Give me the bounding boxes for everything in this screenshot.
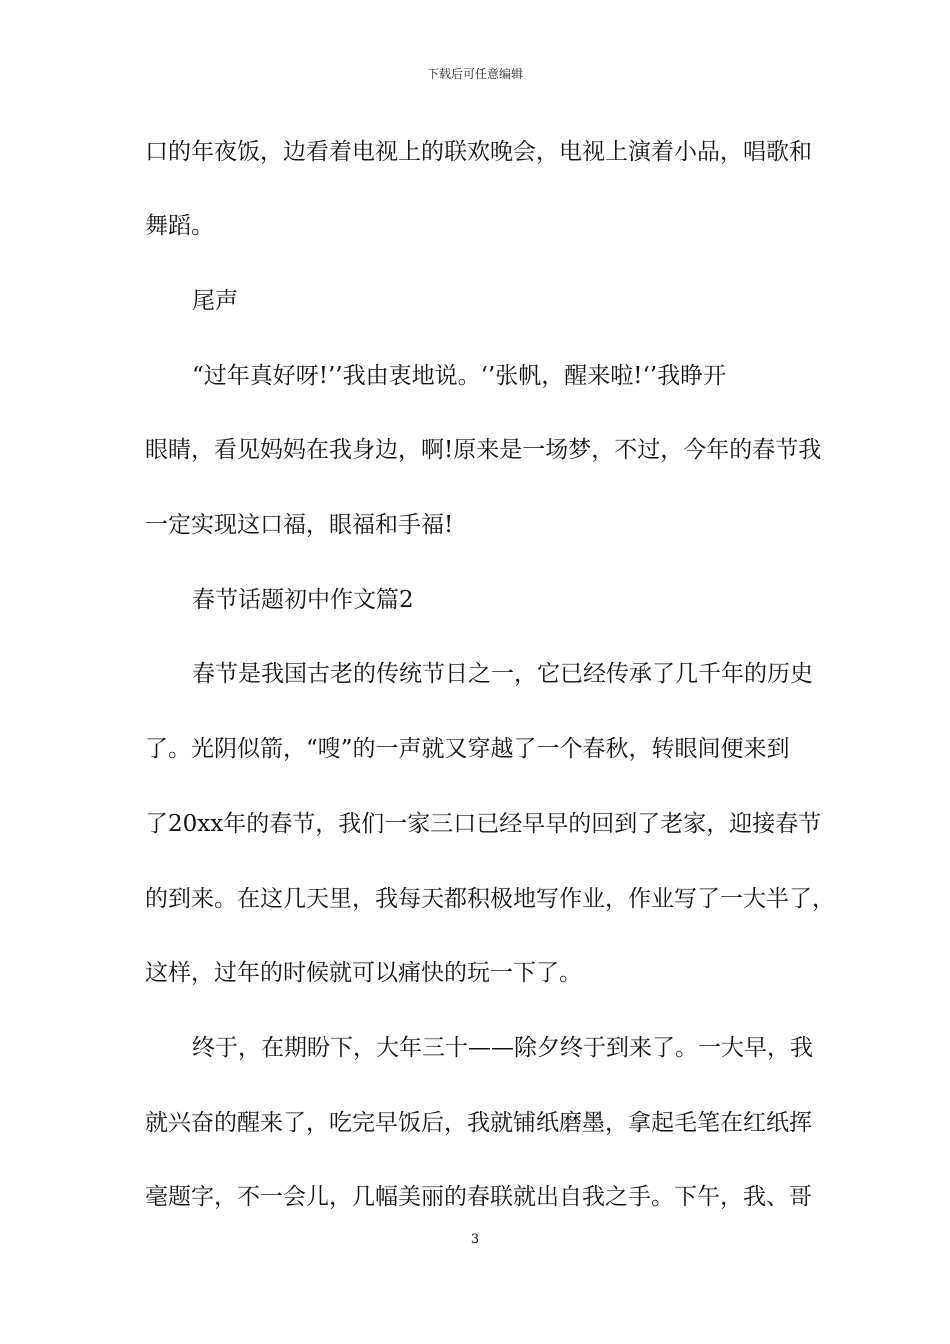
text-line: 这样，过年的时候就可以痛快的玩一下了。: [145, 960, 582, 986]
text-line: 口的年夜饭，边看着电视上的联欢晚会，电视上演着小品，唱歌和: [145, 139, 812, 165]
text-line: 舞蹈。: [145, 213, 214, 239]
text-line: 眼睛，看见妈妈在我身边，啊!原来是一场梦，不过，今年的春节我: [145, 437, 822, 463]
page-header: 下载后可任意编辑: [426, 67, 523, 81]
text-line: 了20xx年的春节，我们一家三口已经早早的回到了老家，迎接春节: [145, 811, 822, 837]
text-line: 终于，在期盼下，大年三十——除夕终于到来了。一大早，我: [192, 1035, 813, 1061]
text-line: 的到来。在这几天里，我每天都积极地写作业，作业写了一大半了，: [145, 886, 835, 912]
text-line: 毫题字，不一会儿，几幅美丽的春联就出自我之手。下午，我、哥: [145, 1184, 812, 1210]
text-line: 了。光阴似箭，“嗖”的一声就又穿越了一个春秋，转眼间便来到: [145, 736, 790, 762]
text-line: “过年真好呀!’’我由衷地说。‘’张帆，醒来啦!‘’我睁开: [192, 363, 727, 389]
page-number: 3: [470, 1232, 480, 1247]
section-heading: 尾声: [192, 288, 238, 314]
section-heading: 春节话题初中作文篇2: [192, 587, 414, 613]
text-line: 春节是我国古老的传统节日之一，它已经传承了几千年的历史: [192, 661, 813, 687]
text-line: 就兴奋的醒来了，吃完早饭后，我就铺纸磨墨，拿起毛笔在红纸挥: [145, 1110, 812, 1136]
text-line: 一定实现这口福，眼福和手福!: [145, 512, 454, 538]
